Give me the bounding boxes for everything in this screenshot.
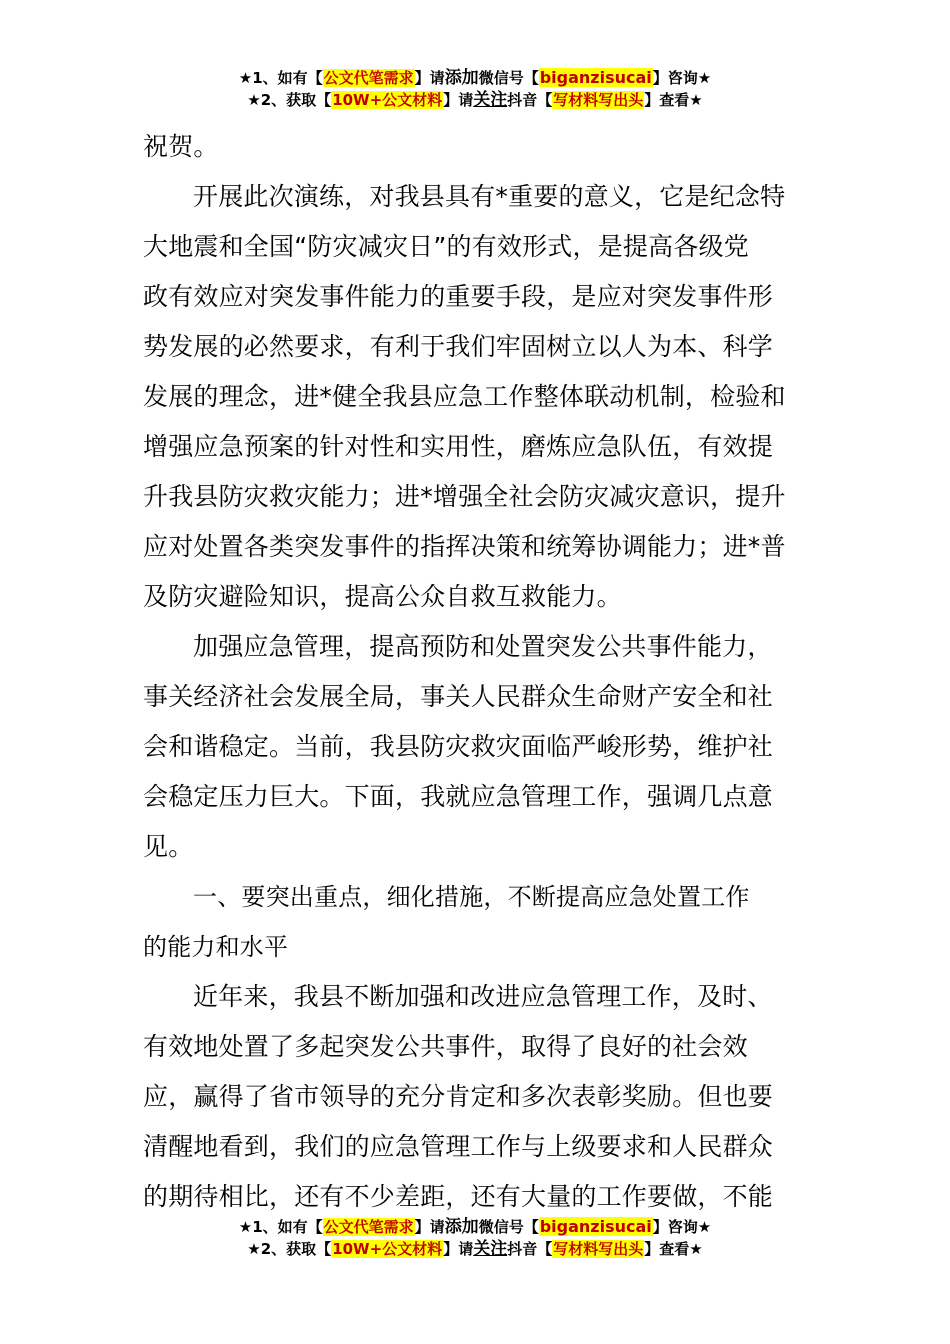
banner-line-2 (0, 89, 950, 111)
banner-text: 微信号【 (478, 69, 539, 87)
banner-line-2 (0, 1238, 950, 1260)
banner-text: 】请 (414, 1218, 445, 1236)
banner-text: 】查看★ (644, 91, 703, 109)
section-heading: 的能力和水平 (143, 933, 289, 961)
banner-highlight-douyin: 写材料写出头 (553, 91, 644, 109)
banner-text: 】查看★ (644, 1240, 703, 1258)
text-line: 势发展的必然要求，有利于我们牢固树立以人为本、科学 (143, 332, 774, 361)
banner-text-add: 添加 (444, 68, 479, 88)
text-line: 升我县防灾救灾能力；进*增强全社会防灾减灾意识，提升 (143, 482, 786, 511)
banner-text: ★2、获取【 (247, 1240, 332, 1258)
banner-text: ★2、获取【 (247, 91, 332, 109)
banner-highlight-materials: 10W+公文材料 (332, 1240, 443, 1258)
text-line: 大地震和全国“防灾减灾日”的有效形式，是提高各级党 (143, 232, 749, 261)
section-heading: 一、要突出重点，细化措施，不断提高应急处置工作 (193, 883, 750, 911)
banner-text: 】咨询★ (652, 69, 712, 87)
banner-text-add: 添加 (444, 1217, 479, 1237)
banner-text-follow: 关注 (473, 90, 508, 110)
text-line: 清醒地看到，我们的应急管理工作与上级要求和人民群众 (143, 1132, 774, 1161)
banner-text: ★1、如有【 (238, 1218, 323, 1236)
banner-text: 】请 (414, 69, 445, 87)
text-line: 会和谐稳定。当前，我县防灾救灾面临严峻形势，维护社 (143, 732, 774, 761)
text-line: 近年来，我县不断加强和改进应急管理工作，及时、 (193, 982, 773, 1011)
text-line: 事关经济社会发展全局，事关人民群众生命财产安全和社 (143, 682, 774, 711)
text-line: 祝贺。 (143, 132, 219, 161)
text-line: 应对处置各类突发事件的指挥决策和统筹协调能力；进*普 (143, 532, 786, 561)
banner-highlight-wechat: biganzisucai (539, 1217, 652, 1236)
banner-line-1 (0, 1216, 950, 1238)
banner-text: 微信号【 (478, 1218, 539, 1236)
text-line: 的期待相比，还有不少差距，还有大量的工作要做，不能 (143, 1182, 774, 1211)
banner-highlight-service: 公文代笔需求 (323, 1218, 414, 1236)
banner-highlight-service: 公文代笔需求 (323, 69, 414, 87)
banner-text: 抖音【 (507, 91, 553, 109)
banner-line-1 (0, 67, 950, 89)
header-banner (0, 67, 950, 111)
banner-text: 】请 (443, 1240, 474, 1258)
banner-highlight-materials: 10W+公文材料 (332, 91, 443, 109)
text-line: 应，赢得了省市领导的充分肯定和多次表彰奖励。但也要 (143, 1082, 774, 1111)
text-line: 及防灾避险知识，提高公众自救互救能力。 (143, 582, 622, 611)
text-line: 会稳定压力巨大。下面，我就应急管理工作，强调几点意 (143, 782, 774, 811)
text-line: 有效地处置了多起突发公共事件，取得了良好的社会效 (143, 1032, 748, 1061)
banner-text-follow: 关注 (473, 1239, 508, 1259)
text-line: 政有效应对突发事件能力的重要手段，是应对突发事件形 (143, 282, 774, 311)
footer-banner (0, 1216, 950, 1260)
banner-text: 】咨询★ (652, 1218, 712, 1236)
text-line: 加强应急管理，提高预防和处置突发公共事件能力， (193, 632, 773, 661)
banner-text: 抖音【 (507, 1240, 553, 1258)
text-line: 见。 (143, 832, 194, 861)
document-body (143, 122, 808, 1222)
text-line: 发展的理念，进*健全我县应急工作整体联动机制，检验和 (143, 382, 786, 411)
text-line: 增强应急预案的针对性和实用性，磨炼应急队伍，有效提 (143, 432, 774, 461)
banner-highlight-douyin: 写材料写出头 (553, 1240, 644, 1258)
text-line: 开展此次演练，对我县具有*重要的意义，它是纪念特 (193, 182, 786, 211)
banner-text: 】请 (443, 91, 474, 109)
banner-text: ★1、如有【 (238, 69, 323, 87)
banner-highlight-wechat: biganzisucai (539, 68, 652, 87)
